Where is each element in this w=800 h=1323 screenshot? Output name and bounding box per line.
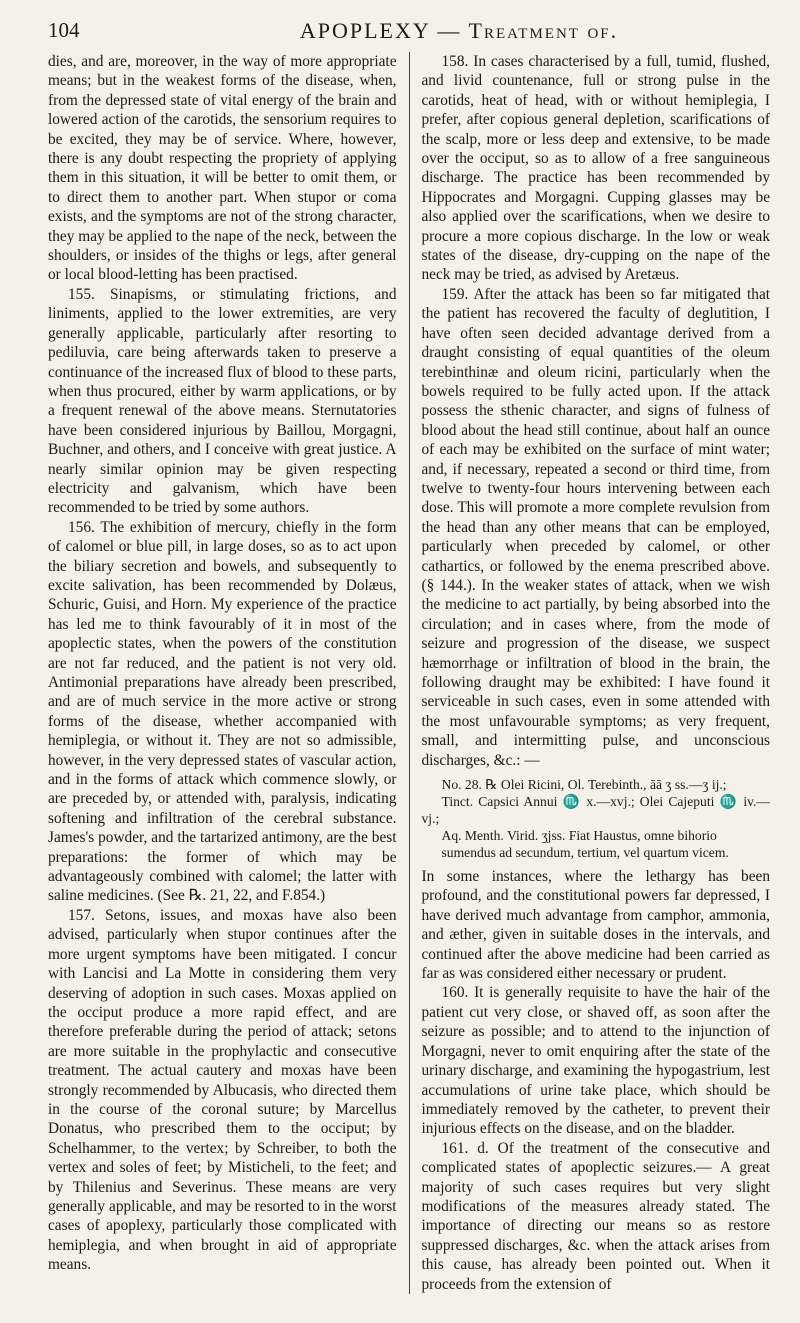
paragraph-157: 157. Setons, issues, and moxas have also been advised, particularly when stupor continues after the more urgent symptoms have been mitigated. I concur with Lancisi and La Motte in considering them very deserving of adoption in such cases. Moxas applied on the occiput produce a more rapid effect, and are therefore preferable during the period of attack; setons are more suitable in the prophylactic and consecutive treatment. The actual cautery and moxas have been strongly recommended by Albucasis, who directed them in the course of the coronal suture; by Marcellus Donatus, who prescribed them to the occiput; by Schelhammer, to the vertex; by Schreiber, to both the vertex and soles of feet; by Misticheli, to the feet; and by Thilenius and Severinus. These means are very generally applicable, and may be resorted to in the worst cases of apoplexy, particularly those complicated with hemiplegia, and when brought in aid of appropriate means.: [48, 906, 397, 1274]
right-column: [422, 52, 771, 1294]
prescription-line: No. 28. ℞ Olei Ricini, Ol. Terebinth., āā ʒ ss.—ʒ ij.;: [441, 777, 727, 793]
prescription-line: sumendus ad secundum, tertium, vel quartum vicem.: [441, 845, 729, 861]
text-columns: [48, 52, 770, 1294]
page-header: [48, 18, 770, 52]
paragraph-155: 155. Sinapisms, or stimulating frictions, and liniments, applied to the lower extremities, are very generally applicable, particularly after resorting to pediluvia, care being afterwards taken to preserve a continuance of the increased flux of blood to these parts, when thus procured, either by warm applications, or by a frequent renewal of the above means. Sternutatories have been considered injurious by Baillou, Morgagni, Buchner, and others, and I conceive with great justice. A nearly similar opinion may be given respecting electricity and galvanism, which have been recommended to be tried by some authors.: [48, 285, 397, 517]
paragraph-159-continued: In some instances, where the lethargy has been profound, and the constitutional powers far depressed, I have derived much advantage from camphor, ammonia, and æther, given in suitable doses in the intervals, and continued after the above medicine had been carried as far as was considered either necessary or prudent.: [421, 868, 771, 983]
column-divider: [409, 52, 410, 1294]
running-head: APOPLEXY — Treatment of.: [299, 18, 619, 43]
paragraph-156: 156. The exhibition of mercury, chiefly in the form of calomel or blue pill, in large doses, so as to act upon the biliary secretion and bowels, and subsequently to excite salivation, has been recommended by Dolæus, Schuric, Guisi, and Horn. My experience of the practice has led me to think favourably of it in most of the apoplectic states, when the powers of the constitution are not far reduced, and the patient is not very old. Antimonial preparations have already been prescribed, and are of much service in the more active or strong forms of the disease, whether accompanied with hemiplegia, or without it. They are not so admissible, however, in the very depressed states of vascular action, and in the forms of attack which commence slowly, or are preceded by, or attended with, paralysis, indicating softening and infiltration of the cerebral substance. James's powder, and the tartarized antimony, are the best preparations: the former of which may be advantageously combined with calomel; the latter with saline medicines. (See ℞. 21, 22, and F.854.): [48, 518, 397, 905]
page-number: 104: [48, 18, 80, 42]
prescription-block: [422, 776, 771, 861]
prescription-line: Tinct. Capsici Annui ♏ x.—xvj.; Olei Cajeputi ♏ iv.—vj.;: [421, 794, 771, 827]
paragraph-160: 160. It is generally requisite to have the hair of the patient cut very close, or shaved off, as soon after the seizure as possible; and to attend to the injunction of Morgagni, never to omit enquiring after the state of the urinary discharge, and examining the hypogastrium, lest accumulations of urine take place, which should be immediately removed by the catheter, to prevent their injurious effects on the disease, and on the bladder.: [421, 984, 771, 1138]
prescription-line: Aq. Menth. Virid. ʒjss. Fiat Haustus, omne bihorio: [441, 828, 717, 844]
paragraph-159: 159. After the attack has been so far mitigated that the patient has recovered the faculty of deglutition, I have often seen decided advantage derived from a draught consisting of equal quantities of the oleum terebinthinæ and oleum ricini, particularly when the bowels required to be fully acted upon. If the attack possess the sthenic character, and signs of fulness of blood about the head still continue, about half an ounce of each may be exhibited on the surface of mint water; and, if necessary, repeated a second or third time, from twelve to twenty-four hours intervening between each dose. This will promote a more complete revulsion from the head than any other means that can be employed, particularly when preceded by calomel, or other cathartics, or followed by the enema prescribed above. (§ 144.). In the weaker states of attack, when we wish the medicine to act partially, by being absorbed into the circulation; and in cases where, from the mode of seizure and progression of the disease, we suspect hæmorrhage or infiltration of blood in the brain, the following draught may be exhibited: I have found it serviceable in such cases, even in some attended with the most unfavourable symptoms; as very frequent, small, and intermitting pulse, and unconscious discharges, &c.: —: [421, 285, 771, 769]
paragraph-161: 161. d. Of the treatment of the consecutive and complicated states of apoplectic seizures.— A great majority of such cases requires but very slight modifications of the measures already stated. The importance of directing our means so as restore suppressed discharges, &c. when the attack arises from this cause, has already been pointed out. When it proceeds from the extension of: [421, 1139, 771, 1293]
paragraph-continuation: dies, and are, moreover, in the way of more appropriate means; but in the weakest forms of the disease, when, from the depressed state of vital energy of the brain and lowered action of the carotids, the sensorium requires to be excited, they may be of service. Where, however, there is any doubt respecting the propriety of applying them in this situation, it will be better to omit them, or to direct them to another part. When stupor or coma exists, and the symptoms are not of the strong character, they may be applied to the nape of the neck, between the shoulders, or insides of the thighs or legs, after general or local blood-letting has been practised.: [48, 53, 397, 284]
paragraph-158: 158. In cases characterised by a full, tumid, flushed, and livid countenance, full or strong pulse in the carotids, heat of head, with or without hemiplegia, I prefer, after copious general depletion, scarifications of the scalp, more or less deep and extensive, to be made over the occiput, so as to allow of a free sanguineous discharge. The practice has been recommended by Hippocrates and Morgagni. Cupping glasses may be also applied over the scarifications, when we desire to procure a more copious discharge. In the low or weak states of the disease, dry-cupping on the nape of the neck may be tried, as advised by Aretæus.: [421, 53, 771, 284]
left-column: [48, 52, 397, 1294]
